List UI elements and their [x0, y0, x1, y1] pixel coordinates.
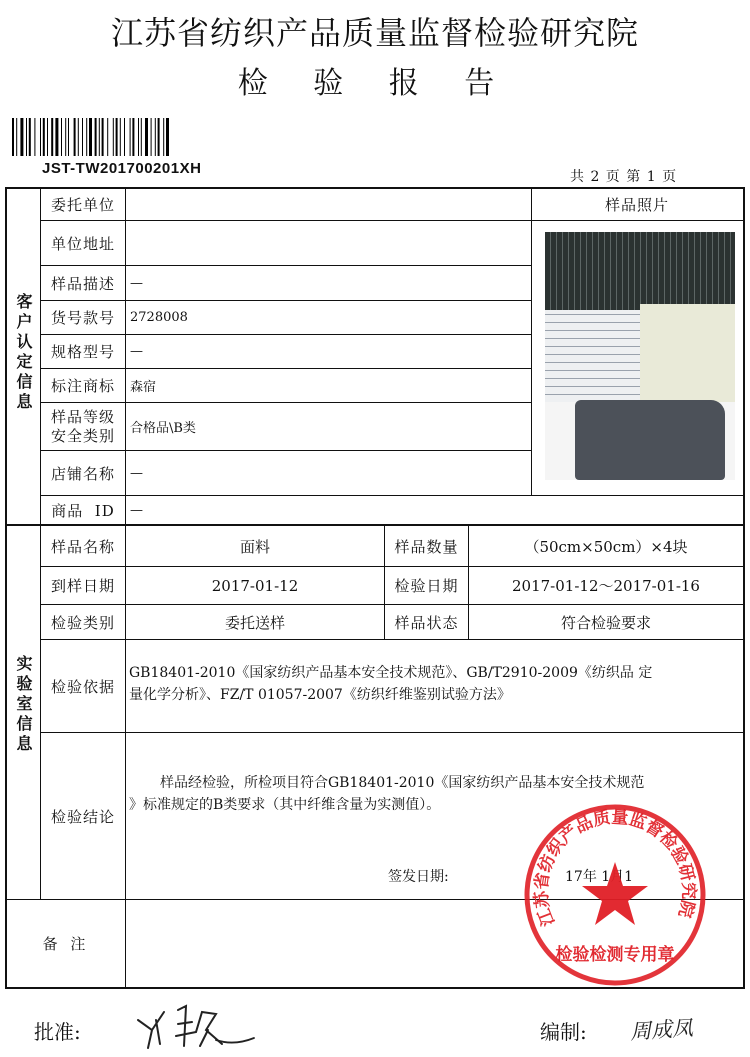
label-sample-state: 样品状态: [394, 613, 459, 632]
test-basis-line-1: GB18401-2010《国家纺织产品基本安全技术规范》、GB/T2910-2009《纺织品 定: [129, 665, 653, 681]
issue-date-value: 17年 1月1: [565, 869, 634, 885]
lab-info-side-label: 实验室信息: [14, 655, 33, 755]
value-shop-name: —: [130, 465, 143, 481]
test-basis-line-2: 量化学分析》、FZ/T 01057-2007《纺织纤维鉴别试验方法》: [129, 687, 511, 703]
report-title: 检 验 报 告: [237, 66, 513, 101]
label-trademark: 标注商标: [50, 377, 115, 395]
client-info-side-label: 客户认定信息: [14, 293, 33, 413]
label-item-number: 货号款号: [50, 309, 115, 327]
value-arrival-date: 2017-01-12: [211, 576, 299, 595]
label-test-type: 检验类别: [50, 613, 115, 632]
value-grade-safety: 合格品\B类: [130, 421, 196, 436]
value-trademark: 森宿: [130, 380, 157, 395]
sample-photo: [545, 232, 735, 480]
official-seal: [520, 800, 710, 990]
compile-label: 编制:: [540, 1020, 587, 1044]
label-sample-name: 样品名称: [50, 537, 115, 556]
fabric-swatch-cream: [640, 304, 735, 402]
fabric-swatch-dark-pinstripe: [545, 232, 735, 312]
value-spec-model: —: [130, 344, 143, 359]
barcode: [12, 118, 222, 156]
barcode-number: JST-TW201700201XH: [42, 160, 202, 177]
conclusion-line-2: 》标准规定的B类要求（其中纤维含量为实测值）。: [129, 797, 441, 813]
photo-header: 样品照片: [604, 196, 669, 214]
label-product-id: 商品 ID: [51, 501, 115, 520]
seal-ring-text: 江苏省纺织产品质量监督检验研究院: [531, 807, 699, 929]
label-remarks: 备 注: [42, 935, 90, 953]
value-sample-quantity: （50cm×50cm）×4块: [524, 537, 688, 556]
conclusion-line-1: 样品经检验，所检项目符合GB18401-2010《国家纺织产品基本安全技术规范: [160, 775, 645, 791]
label-client-unit: 委托单位: [50, 196, 115, 214]
fabric-swatch-white-stripe: [545, 310, 640, 402]
approver-signature: [130, 1000, 260, 1052]
label-shop-name: 店铺名称: [50, 464, 115, 483]
label-arrival-date: 到样日期: [50, 577, 115, 595]
label-grade-safety: 样品等级 安全类别: [50, 407, 115, 445]
label-unit-address: 单位地址: [50, 234, 115, 253]
compiler-signature: 周成凤: [629, 1015, 694, 1045]
value-unit-address: [126, 221, 531, 265]
approve-label: 批准:: [34, 1020, 81, 1044]
issue-date-label: 签发日期:: [388, 869, 449, 885]
page-indicator: 共 2 页 第 1 页: [570, 169, 678, 185]
value-sample-description: —: [130, 275, 143, 291]
value-sample-state: 符合检验要求: [560, 613, 651, 632]
label-test-basis: 检验依据: [50, 677, 115, 696]
value-sample-name: 面料: [239, 537, 270, 556]
label-sample-description: 样品描述: [50, 274, 115, 293]
value-item-number: 2728008: [130, 310, 188, 325]
label-sample-quantity: 样品数量: [394, 537, 459, 556]
value-product-id: —: [130, 502, 143, 518]
fabric-swatch-gray: [575, 400, 725, 480]
value-test-date: 2017-01-12～2017-01-16: [512, 577, 700, 595]
label-spec-model: 规格型号: [50, 343, 115, 361]
institute-name: 江苏省纺织产品质量监督检验研究院: [110, 14, 639, 52]
label-test-conclusion: 检验结论: [50, 807, 115, 826]
seal-bottom-text: 检验检测专用章: [555, 945, 675, 965]
label-test-date: 检验日期: [394, 577, 459, 595]
value-test-type: 委托送样: [224, 613, 285, 632]
value-client-unit: [126, 189, 531, 220]
